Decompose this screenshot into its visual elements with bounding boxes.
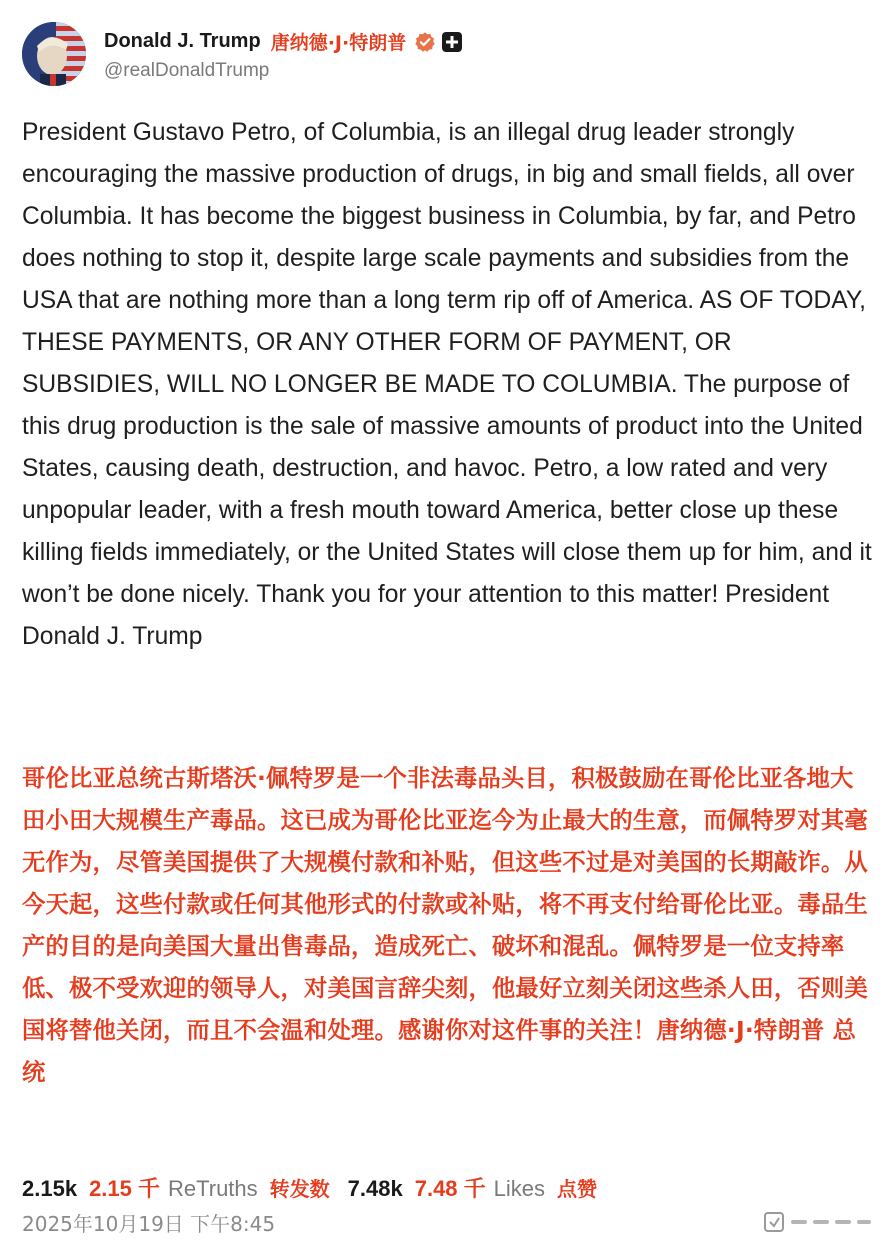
- plus-badge-icon: [442, 32, 462, 52]
- verified-badge-icon: [414, 31, 436, 53]
- post-header: [22, 20, 862, 86]
- post-text: President Gustavo Petro, of Columbia, is an illegal drug leader strongly encouraging the massive production of drugs, in big and small fields, all over Columbia. It has become the biggest business in Columbia, by far, and Petro does nothing to stop it, despite large scale payments and subsidies from the USA that are nothing more than a long term rip off of America. AS OF TODAY, THESE PAYMENTS, OR ANY OTHER FORM OF PAYMENT, OR SUBSIDIES, WILL NO LONGER BE MADE TO COLUMBIA. The purpose of this drug production is the sale of massive amounts of product into the United States, causing death, destruction, and havoc. Petro, a low rated and very unpopular leader, with a fresh mouth toward America, better close up these killing fields immediately, or the United States will close them up for him, and it won’t be done nicely. Thank you for your attention to this matter! President Donald J. Trump: [22, 119, 872, 650]
- likes-count[interactable]: 7.48k: [347, 1176, 403, 1201]
- name-row: [104, 28, 462, 55]
- retruths-count[interactable]: 2.15k: [22, 1176, 78, 1201]
- likes-label-translation: 点赞: [557, 1177, 598, 1201]
- user-handle[interactable]: @realDonaldTrump: [104, 60, 270, 81]
- watermark-logo-icon: [763, 1208, 873, 1236]
- display-name-translation: 唐纳德·J·特朗普: [270, 32, 407, 54]
- likes-count-translation: 7.48 千: [414, 1176, 486, 1201]
- watermark: [763, 1208, 873, 1236]
- post-stats: [22, 1172, 597, 1203]
- retruths-label[interactable]: ReTruths: [168, 1176, 258, 1201]
- retruths-label-translation: 转发数: [269, 1177, 330, 1201]
- display-name[interactable]: Donald J. Trump: [104, 30, 261, 52]
- likes-label[interactable]: Likes: [493, 1176, 546, 1201]
- avatar-image: [22, 22, 86, 86]
- avatar[interactable]: [22, 22, 86, 86]
- retruths-count-translation: 2.15 千: [89, 1176, 160, 1201]
- post-translation: 哥伦比亚总统古斯塔沃·佩特罗是一个非法毒品头目，积极鼓励在哥伦比亚各地大田小田大规模生产毒品。这已成为哥伦比亚迄今为止最大的生意，而佩特罗对其毫无作为，尽管美国提供了大规模付款和补贴，但这些不过是对美国的长期敲诈。从今天起，这些付款或任何其他形式的付款或补贴，将不再支付给哥伦比亚。毒品生产的目的是向美国大量出售毒品，造成死亡、破坏和混乱。佩特罗是一位支持率低、极不受欢迎的领导人，对美国言辞尖刻，他最好立刻关闭这些杀人田，否则美国将替他关闭，而且不会温和处理。感谢你对这件事的关注！唐纳德·J·特朗普 总统: [22, 765, 868, 1086]
- post-timestamp[interactable]: 2025年10月19日 下午8:45: [22, 1212, 276, 1236]
